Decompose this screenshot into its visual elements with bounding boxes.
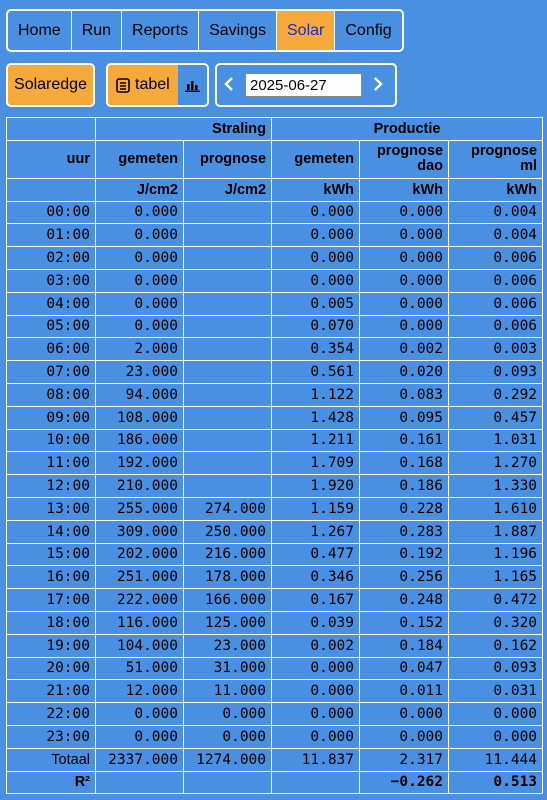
table-cell: 0.228	[360, 497, 449, 520]
table-cell: −0.262	[360, 771, 449, 794]
table-cell: 0.000	[449, 703, 543, 726]
table-row	[7, 247, 543, 270]
table-row	[7, 703, 543, 726]
solar-table	[6, 117, 543, 794]
table-cell: 0.000	[96, 315, 184, 338]
row-label: 14:00	[7, 520, 96, 543]
table-cell: 1.330	[449, 475, 543, 498]
table-row	[7, 429, 543, 452]
table-row	[7, 543, 543, 566]
table-cell: 0.000	[96, 725, 184, 748]
nav-run[interactable]: Run	[72, 11, 122, 50]
row-label: 12:00	[7, 475, 96, 498]
table-cell: 166.000	[184, 589, 272, 612]
table-cell	[184, 224, 272, 247]
group-productie: Productie	[272, 118, 543, 141]
table-cell	[184, 201, 272, 224]
table-cell: 0.000	[449, 725, 543, 748]
table-cell: 0.457	[449, 406, 543, 429]
table-cell: 0.354	[272, 338, 360, 361]
table-cell: 0.162	[449, 634, 543, 657]
table-cell: 0.000	[96, 269, 184, 292]
table-cell: 0.002	[272, 634, 360, 657]
nav-config[interactable]: Config	[345, 21, 392, 39]
table-cell	[184, 429, 272, 452]
table-cell: 108.000	[96, 406, 184, 429]
table-row	[7, 520, 543, 543]
table-row	[7, 269, 543, 292]
table-cell: 0.000	[360, 315, 449, 338]
table-cell: 125.000	[184, 611, 272, 634]
table-cell: 0.513	[449, 771, 543, 794]
table-cell	[184, 269, 272, 292]
row-label: 11:00	[7, 452, 96, 475]
table-row	[7, 748, 543, 771]
table-cell: 1.267	[272, 520, 360, 543]
table-cell: 0.320	[449, 611, 543, 634]
row-label: 10:00	[7, 429, 96, 452]
table-cell: 0.000	[360, 269, 449, 292]
unit-prod-gemeten: kWh	[272, 178, 360, 201]
table-cell: 0.000	[272, 247, 360, 270]
nav-solar[interactable]: Solar	[277, 11, 335, 50]
row-label: 01:00	[7, 224, 96, 247]
row-label: 13:00	[7, 497, 96, 520]
col-uur: uur	[7, 140, 96, 178]
table-cell	[272, 771, 360, 794]
table-cell: 0.093	[449, 657, 543, 680]
table-cell: 309.000	[96, 520, 184, 543]
date-navigator	[215, 63, 397, 107]
table-cell: 222.000	[96, 589, 184, 612]
row-label: 21:00	[7, 680, 96, 703]
row-label: 19:00	[7, 634, 96, 657]
table-cell: 0.004	[449, 201, 543, 224]
row-label: 16:00	[7, 566, 96, 589]
nav-savings[interactable]: Savings	[199, 11, 277, 50]
table-row	[7, 634, 543, 657]
header-empty	[7, 118, 96, 141]
table-cell: 178.000	[184, 566, 272, 589]
nav-home[interactable]: Home	[8, 11, 72, 50]
unit-str-gemeten: J/cm2	[96, 178, 184, 201]
table-cell: 2.317	[360, 748, 449, 771]
table-cell: 0.011	[360, 680, 449, 703]
col-prod-gemeten: gemeten	[272, 140, 360, 178]
table-cell: 1.196	[449, 543, 543, 566]
unit-str-prognose: J/cm2	[184, 178, 272, 201]
table-cell: 0.006	[449, 247, 543, 270]
table-cell: 251.000	[96, 566, 184, 589]
table-cell	[184, 475, 272, 498]
table-cell: 0.000	[360, 247, 449, 270]
table-cell: 0.000	[360, 292, 449, 315]
table-row	[7, 475, 543, 498]
row-label: 09:00	[7, 406, 96, 429]
row-label: 20:00	[7, 657, 96, 680]
table-cell: 0.000	[360, 201, 449, 224]
next-date-button[interactable]	[366, 65, 390, 105]
table-cell: 274.000	[184, 497, 272, 520]
chevron-right-icon	[373, 75, 383, 96]
table-row	[7, 361, 543, 384]
table-cell: 0.006	[449, 269, 543, 292]
table-row	[7, 725, 543, 748]
table-cell: 0.004	[449, 224, 543, 247]
table-cell: 1.920	[272, 475, 360, 498]
table-cell: 0.047	[360, 657, 449, 680]
table-row	[7, 406, 543, 429]
table-cell: 0.283	[360, 520, 449, 543]
row-label: 00:00	[7, 201, 96, 224]
table-cell: 0.168	[360, 452, 449, 475]
table-cell	[184, 406, 272, 429]
table-row	[7, 497, 543, 520]
row-label: 22:00	[7, 703, 96, 726]
table-cell	[184, 361, 272, 384]
table-cell	[184, 292, 272, 315]
table-cell: 0.020	[360, 361, 449, 384]
table-cell: 1.122	[272, 383, 360, 406]
table-cell: 0.031	[449, 680, 543, 703]
table-cell: 0.006	[449, 292, 543, 315]
table-cell: 1.887	[449, 520, 543, 543]
table-cell: 0.184	[360, 634, 449, 657]
col-str-gemeten: gemeten	[96, 140, 184, 178]
row-label: 17:00	[7, 589, 96, 612]
unit-prod-dao: kWh	[360, 178, 449, 201]
table-cell: 0.248	[360, 589, 449, 612]
table-cell: 216.000	[184, 543, 272, 566]
row-label: 08:00	[7, 383, 96, 406]
table-cell: 12.000	[96, 680, 184, 703]
table-row	[7, 611, 543, 634]
table-cell: 0.167	[272, 589, 360, 612]
table-body	[7, 201, 543, 794]
table-cell: 255.000	[96, 497, 184, 520]
table-cell	[184, 383, 272, 406]
table-cell: 0.472	[449, 589, 543, 612]
bar-chart-icon	[185, 79, 200, 92]
row-label: 07:00	[7, 361, 96, 384]
table-cell	[184, 771, 272, 794]
table-cell: 0.005	[272, 292, 360, 315]
table-cell: 0.095	[360, 406, 449, 429]
table-cell: 0.000	[272, 657, 360, 680]
table-row	[7, 292, 543, 315]
table-cell: 1.165	[449, 566, 543, 589]
unit-empty	[7, 178, 96, 201]
table-cell: 1.610	[449, 497, 543, 520]
table-cell: 210.000	[96, 475, 184, 498]
unit-prod-ml: kWh	[449, 178, 543, 201]
table-cell: 1274.000	[184, 748, 272, 771]
table-cell: 11.444	[449, 748, 543, 771]
table-cell: 23.000	[96, 361, 184, 384]
row-label: 06:00	[7, 338, 96, 361]
table-cell: 0.346	[272, 566, 360, 589]
table-cell: 0.002	[360, 338, 449, 361]
table-cell: 0.070	[272, 315, 360, 338]
table-cell: 0.000	[184, 703, 272, 726]
table-cell: 0.000	[272, 725, 360, 748]
table-icon	[116, 78, 130, 93]
chevron-left-icon	[224, 75, 234, 96]
table-row	[7, 657, 543, 680]
table-cell: 31.000	[184, 657, 272, 680]
table-row	[7, 338, 543, 361]
row-label: 18:00	[7, 611, 96, 634]
nav-reports[interactable]: Reports	[122, 11, 199, 50]
table-cell: 0.292	[449, 383, 543, 406]
tabel-label: tabel	[135, 76, 170, 93]
row-label: 23:00	[7, 725, 96, 748]
table-cell: 192.000	[96, 452, 184, 475]
date-input[interactable]	[245, 73, 362, 97]
group-straling: Straling	[96, 118, 272, 141]
solaredge-button[interactable]: Solaredge	[6, 63, 95, 107]
table-cell: 0.161	[360, 429, 449, 452]
table-cell	[184, 315, 272, 338]
table-cell: 0.000	[96, 703, 184, 726]
table-cell: 0.256	[360, 566, 449, 589]
chart-view-button[interactable]	[178, 65, 207, 105]
toolbar	[6, 63, 546, 107]
table-cell: 2.000	[96, 338, 184, 361]
table-cell: 1.211	[272, 429, 360, 452]
table-cell: 23.000	[184, 634, 272, 657]
table-cell: 0.000	[96, 224, 184, 247]
table-row	[7, 383, 543, 406]
table-cell	[184, 247, 272, 270]
table-cell: 51.000	[96, 657, 184, 680]
table-cell: 186.000	[96, 429, 184, 452]
row-label: 15:00	[7, 543, 96, 566]
row-label: R²	[7, 771, 96, 794]
table-cell: 250.000	[184, 520, 272, 543]
table-cell	[184, 338, 272, 361]
table-cell: 2337.000	[96, 748, 184, 771]
table-cell: 94.000	[96, 383, 184, 406]
table-cell: 0.186	[360, 475, 449, 498]
table-cell: 0.003	[449, 338, 543, 361]
table-cell: 1.709	[272, 452, 360, 475]
table-cell: 11.837	[272, 748, 360, 771]
table-cell: 0.000	[272, 703, 360, 726]
row-label: 03:00	[7, 269, 96, 292]
table-cell: 0.000	[272, 224, 360, 247]
table-cell: 104.000	[96, 634, 184, 657]
table-cell: 0.000	[360, 725, 449, 748]
main-nav	[6, 9, 404, 52]
prev-date-button[interactable]	[217, 65, 241, 105]
row-label: Totaal	[7, 748, 96, 771]
col-prod-ml: prognose ml	[449, 140, 543, 178]
table-cell	[184, 452, 272, 475]
table-row	[7, 589, 543, 612]
table-cell: 0.000	[360, 224, 449, 247]
table-cell: 0.000	[184, 725, 272, 748]
table-cell: 202.000	[96, 543, 184, 566]
row-label: 05:00	[7, 315, 96, 338]
tabel-view-button[interactable]	[108, 65, 178, 105]
row-label: 02:00	[7, 247, 96, 270]
table-cell	[96, 771, 184, 794]
table-row	[7, 452, 543, 475]
table-cell: 0.152	[360, 611, 449, 634]
table-row	[7, 566, 543, 589]
view-toggle	[106, 63, 209, 107]
table-cell: 1.428	[272, 406, 360, 429]
table-row	[7, 315, 543, 338]
table-row	[7, 771, 543, 794]
table-cell: 0.000	[96, 247, 184, 270]
table-cell: 1.270	[449, 452, 543, 475]
col-prod-dao: prognose dao	[360, 140, 449, 178]
table-row	[7, 680, 543, 703]
table-cell: 0.192	[360, 543, 449, 566]
table-cell: 0.006	[449, 315, 543, 338]
table-cell: 0.000	[272, 680, 360, 703]
table-cell: 116.000	[96, 611, 184, 634]
table-cell: 0.000	[272, 201, 360, 224]
row-label: 04:00	[7, 292, 96, 315]
table-cell: 1.031	[449, 429, 543, 452]
col-str-prognose: prognose	[184, 140, 272, 178]
table-cell: 0.477	[272, 543, 360, 566]
table-cell: 0.561	[272, 361, 360, 384]
table-cell: 0.000	[360, 703, 449, 726]
table-cell: 0.000	[272, 269, 360, 292]
table-cell: 1.159	[272, 497, 360, 520]
table-cell: 11.000	[184, 680, 272, 703]
table-cell: 0.093	[449, 361, 543, 384]
table-cell: 0.000	[96, 201, 184, 224]
table-row	[7, 224, 543, 247]
table-cell: 0.083	[360, 383, 449, 406]
table-cell: 0.000	[96, 292, 184, 315]
table-cell: 0.039	[272, 611, 360, 634]
table-row	[7, 201, 543, 224]
